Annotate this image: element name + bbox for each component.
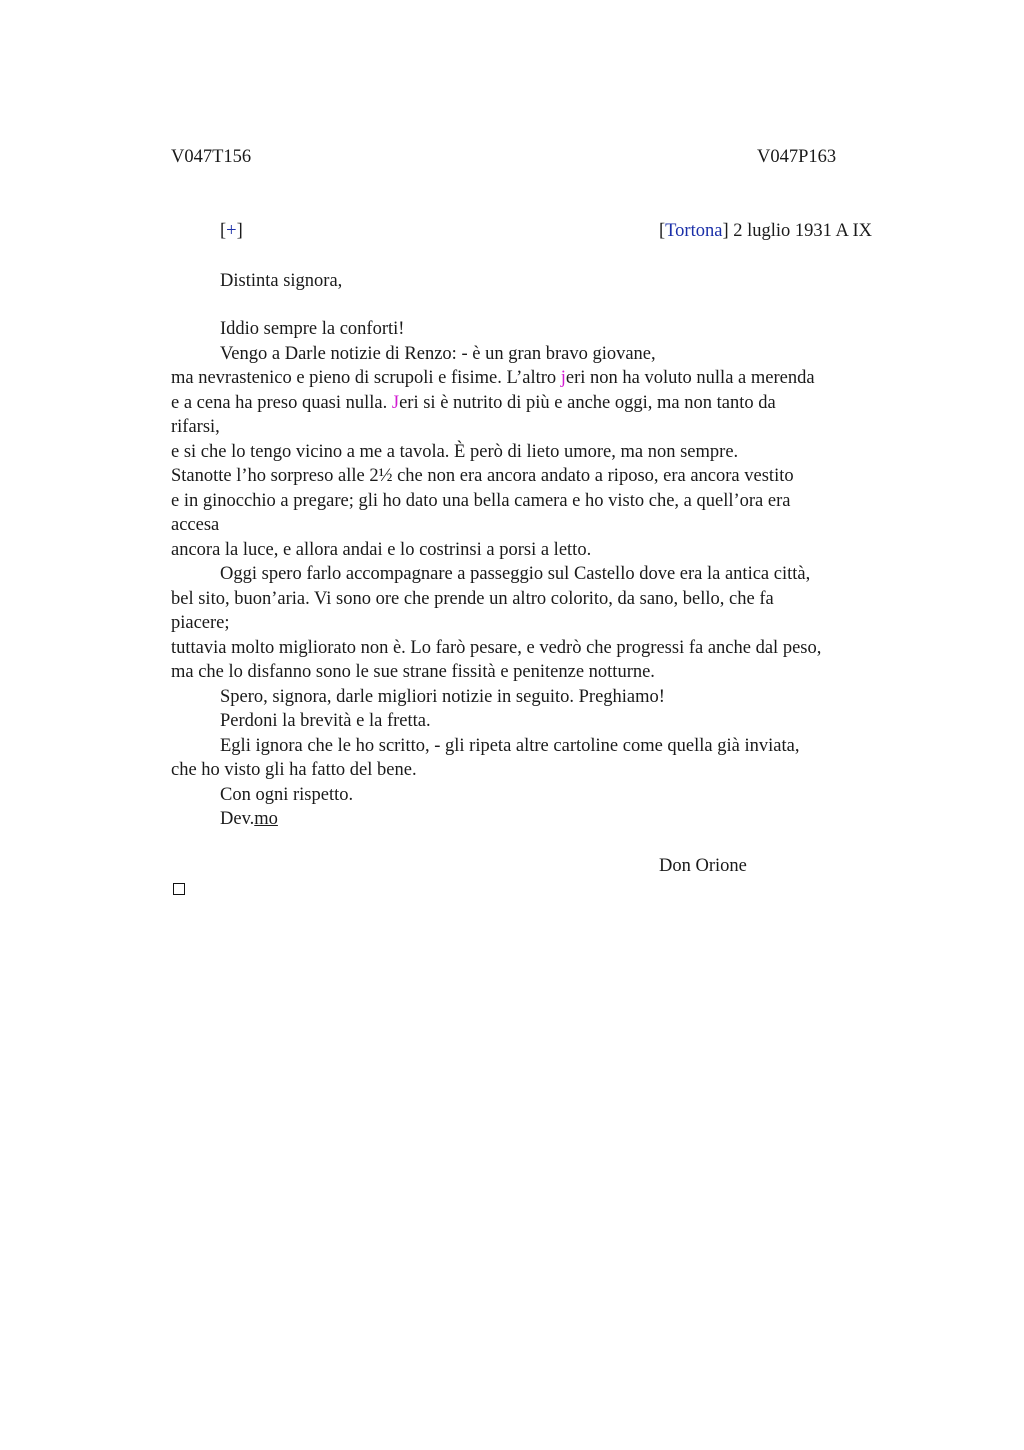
letter-date: 2 luglio 1931 A IX	[728, 221, 873, 241]
note-link[interactable]: +	[226, 221, 237, 241]
note-marker	[220, 221, 243, 242]
body-line: ancora la luce, e allora andai e lo costrinsi a porsi a letto.	[171, 540, 592, 560]
place-date	[659, 221, 872, 242]
body-line: Spero, signora, darle migliori notizie in seguito. Preghiamo!	[220, 687, 665, 707]
checkbox-icon[interactable]	[173, 883, 185, 895]
body-line: Vengo a Darle notizie di Renzo: - è un gran bravo giovane,	[220, 344, 656, 364]
body-line	[171, 391, 776, 415]
body-line: Perdoni la brevità e la fretta.	[220, 711, 431, 731]
closing-line: Con ogni rispetto.	[220, 785, 354, 805]
body-line: Stanotte l’ho sorpreso alle 2½ che non era ancora andato a riposo, era ancora vestito	[171, 466, 794, 486]
abbrev-superscript: mo	[254, 809, 278, 829]
body-line: Egli ignora che le ho scritto, - gli ripeta altre cartoline come quella già inviata,	[220, 736, 800, 756]
body-text: eri non ha voluto nulla a merenda	[565, 368, 815, 388]
body-line: Iddio sempre la conforti!	[220, 319, 405, 339]
header-right-code: V047P163	[757, 147, 837, 167]
body-text: eri si è nutrito di più e anche oggi, ma non tanto da	[399, 393, 776, 413]
body-line	[171, 366, 815, 390]
salutation: Distinta signora,	[220, 271, 343, 291]
place-bracket-close: ]	[722, 221, 729, 241]
body-line: accesa	[171, 515, 220, 535]
highlighted-letter: J	[391, 393, 400, 413]
body-line: Oggi spero farlo accompagnare a passeggio sul Castello dove era la antica città,	[220, 564, 811, 584]
body-text: e a cena ha preso quasi nulla.	[171, 393, 392, 413]
closing-abbrev	[220, 807, 278, 831]
body-line: piacere;	[171, 613, 230, 633]
body-line: ma che lo disfanno sono le sue strane fissità e penitenze notturne.	[171, 662, 655, 682]
highlighted-letter: j	[560, 368, 566, 388]
body-line: tuttavia molto migliorato non è. Lo farò pesare, e vedrò che progressi fa anche dal peso,	[171, 638, 822, 658]
signature: Don Orione	[659, 856, 747, 876]
header-left-code: V047T156	[171, 147, 252, 167]
place-bracket-open: [	[659, 221, 666, 241]
body-line: rifarsi,	[171, 417, 220, 437]
body-line: bel sito, buon’aria. Vi sono ore che prende un altro colorito, da sano, bello, che fa	[171, 589, 774, 609]
place-link[interactable]: Tortona	[665, 221, 723, 241]
body-line: e in ginocchio a pregare; gli ho dato una bella camera e ho visto che, a quell’ora era	[171, 491, 791, 511]
note-bracket-close: ]	[236, 221, 243, 241]
body-line: che ho visto gli ha fatto del bene.	[171, 760, 417, 780]
note-bracket-open: [	[220, 221, 227, 241]
abbrev-text: Dev.	[220, 809, 255, 829]
body-line: e si che lo tengo vicino a me a tavola. È però di lieto umore, ma non sempre.	[171, 442, 739, 462]
body-text: ma nevrastenico e pieno di scrupoli e fisime. L’altro	[171, 368, 561, 388]
